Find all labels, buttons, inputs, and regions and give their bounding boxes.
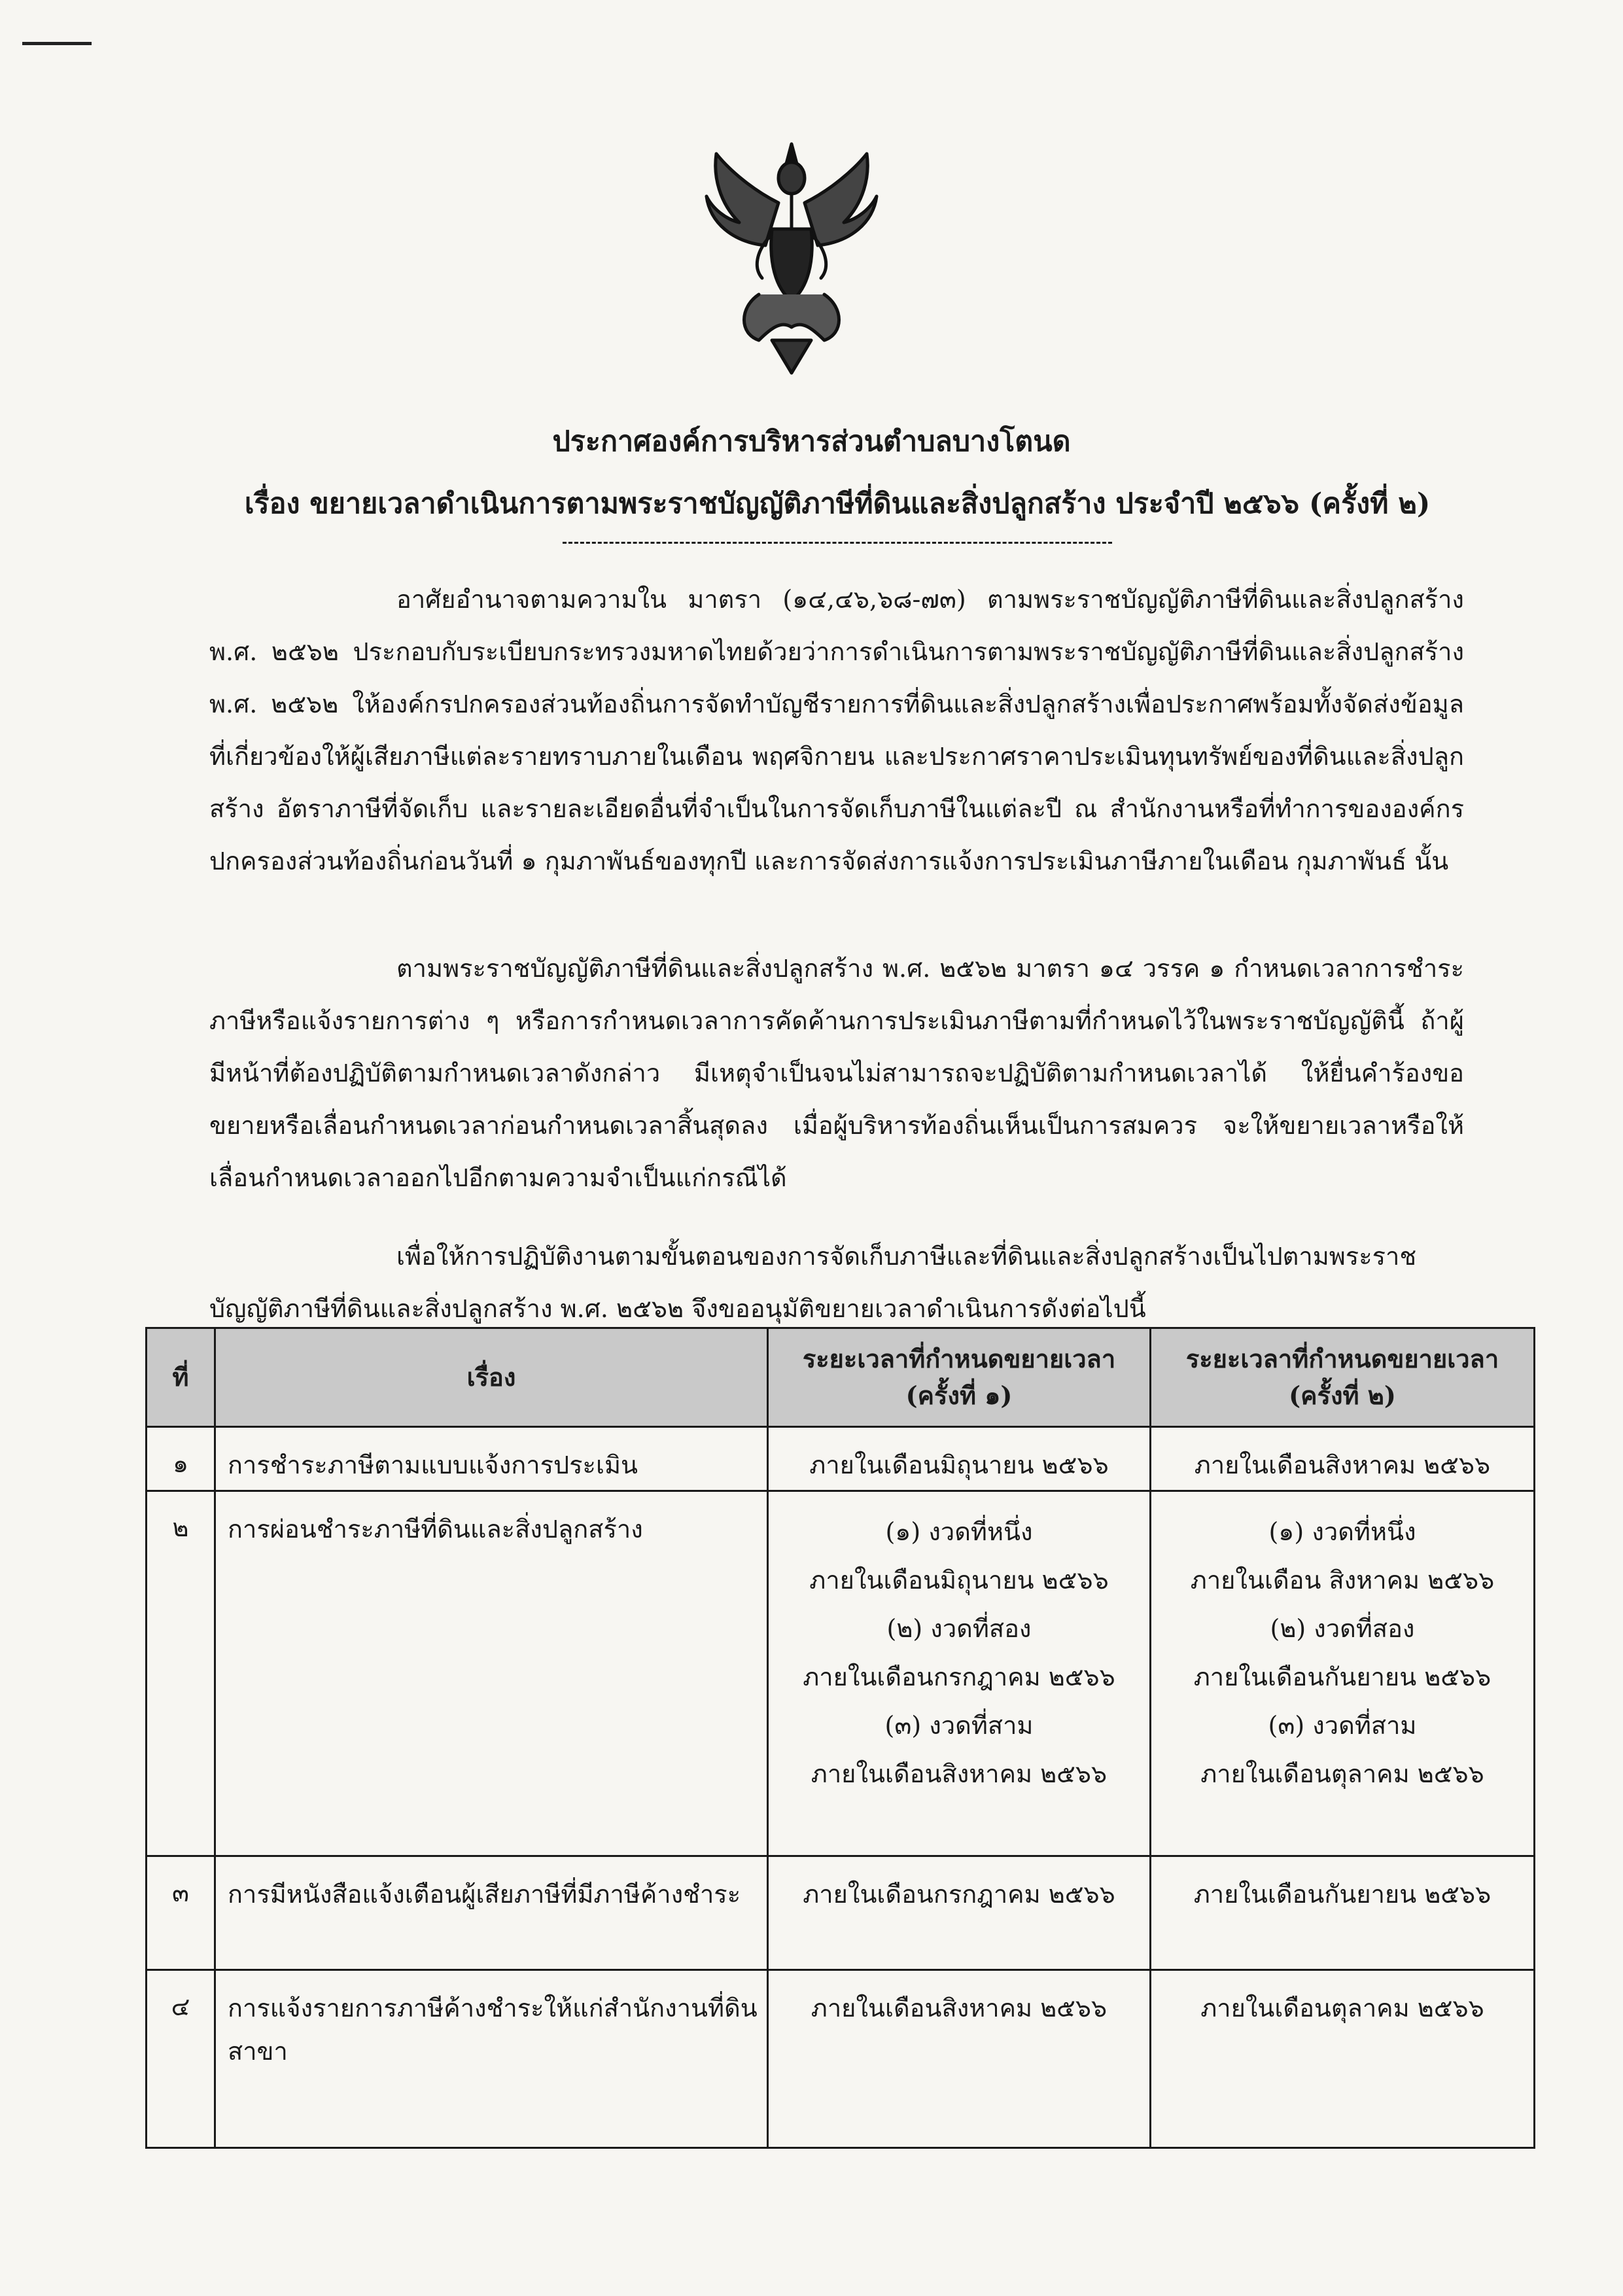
installment-label: (๒) งวดที่สอง [1270,1614,1415,1643]
row-subject: การชำระภาษีตามแบบแจ้งการประเมิน [215,1427,768,1491]
row-period-2 [1151,1491,1535,1856]
scan-mark [22,42,92,45]
table-header-row [147,1328,1535,1427]
row-period-1: ภายในเดือนสิงหาคม ๒๕๖๖ [768,1970,1151,2148]
installment-label: (๒) งวดที่สอง [886,1614,1032,1643]
row-period-2: ภายในเดือนตุลาคม ๒๕๖๖ [1151,1970,1535,2148]
row-no: ๒ [147,1491,215,1856]
header-subject: เรื่อง [215,1328,768,1427]
subject-line: เรื่อง ขยายเวลาดำเนินการตามพระราชบัญญัติภาษีที่ดินและสิ่งปลูกสร้าง ประจำปี ๒๕๖๖ (ครั้งที่ ๒) [244,487,1431,520]
installment-value: ภายในเดือนตุลาคม ๒๕๖๖ [1200,1759,1484,1788]
row-period-1: ภายในเดือนกรกฎาคม ๒๕๖๖ [768,1856,1151,1970]
installment-value: ภายในเดือน สิงหาคม ๒๕๖๖ [1190,1566,1495,1595]
page-title: ประกาศองค์การบริหารส่วนตำบลบางโตนด [552,425,1071,458]
row-period-1 [768,1491,1151,1856]
row-no: ๔ [147,1970,215,2148]
header-period-2-text: ระยะเวลาที่กำหนดขยายเวลา (ครั้งที่ ๒) [1185,1344,1499,1410]
installment-value: ภายในเดือนกันยายน ๒๕๖๖ [1193,1663,1492,1691]
installment-value: ภายในเดือนสิงหาคม ๒๕๖๖ [811,1759,1108,1788]
row-subject: การแจ้งรายการภาษีค้างชำระให้แก่สำนักงานที่ดินสาขา [215,1970,768,2148]
row-subject: การผ่อนชำระภาษีที่ดินและสิ่งปลูกสร้าง [215,1491,768,1856]
table-row [147,1427,1535,1491]
row-subject: การมีหนังสือแจ้งเตือนผู้เสียภาษีที่มีภาษีค้างชำระ [215,1856,768,1970]
installment-label: (๑) งวดที่หนึ่ง [1268,1517,1416,1546]
table-row [147,1970,1535,2148]
row-no: ๑ [147,1427,215,1491]
header-period-1-text: ระยะเวลาที่กำหนดขยายเวลา (ครั้งที่ ๑) [802,1344,1116,1410]
header-period-2 [1151,1328,1535,1427]
installment-label: (๑) งวดที่หนึ่ง [885,1517,1033,1546]
garuda-emblem-icon [693,131,890,380]
table-row [147,1856,1535,1970]
header-no: ที่ [147,1328,215,1427]
row-period-2: ภายในเดือนกันยายน ๒๕๖๖ [1151,1856,1535,1970]
installment-value: ภายในเดือนมิถุนายน ๒๕๖๖ [809,1566,1109,1595]
installment-label: (๓) งวดที่สาม [1268,1711,1417,1740]
installment-value: ภายในเดือนกรกฎาคม ๒๕๖๖ [803,1663,1115,1691]
paragraph-1: อาศัยอำนาจตามความใน มาตรา (๑๔,๔๖,๖๘-๗๓) ตามพระราชบัญญัติภาษีที่ดินและสิ่งปลูกสร้าง พ.ศ. ๒๕๖๒ ประกอบกับระเบียบกระทรวงมหาดไทยด้วยว่าการดำเนินการตามพระราชบัญญัติภาษีที่ดินและสิ่งปลูกสร้าง พ.ศ. ๒๕๖๒ ให้องค์กรปกครองส่วนท้องถิ่นการจัดทำบัญชีรายการที่ดินและสิ่งปลูกสร้างเพื่อประกาศพร้อมทั้งจัดส่งข้อมูลที่เกี่ยวข้องให้ผู้เสียภาษีแต่ละรายทราบภายในเดือน พฤศจิกายน และประกาศราคาประเมินทุนทรัพย์ของที่ดินและสิ่งปลูกสร้าง อัตราภาษีที่จัดเก็บ และรายละเอียดอื่นที่จำเป็นในการจัดเก็บภาษีในแต่ละปี ณ สำนักงานหรือที่ทำการขององค์กรปกครองส่วนท้องถิ่นก่อนวันที่ ๑ กุมภาพันธ์ของทุกปี และการจัดส่งการแจ้งการประเมินภาษีภายในเดือน กุมภาพันธ์ นั้น [209,585,1464,875]
divider [563,542,1112,544]
paragraph-3: เพื่อให้การปฏิบัติงานตามขั้นตอนของการจัดเก็บภาษีและที่ดินและสิ่งปลูกสร้างเป็นไปตามพระราชบัญญัติภาษีที่ดินและสิ่งปลูกสร้าง พ.ศ. ๒๕๖๒ จึงขออนุมัติขยายเวลาดำเนินการดังต่อไปนี้ [209,1242,1417,1323]
row-period-1: ภายในเดือนมิถุนายน ๒๕๖๖ [768,1427,1151,1491]
row-no: ๓ [147,1856,215,1970]
paragraph-2: ตามพระราชบัญญัติภาษีที่ดินและสิ่งปลูกสร้าง พ.ศ. ๒๕๖๒ มาตรา ๑๔ วรรค ๑ กำหนดเวลาการชำระภาษีหรือแจ้งรายการต่าง ๆ หรือการกำหนดเวลาการคัดค้านการประเมินภาษีตามที่กำหนดไว้ในพระราชบัญญัตินี้ ถ้าผู้มีหน้าที่ต้องปฏิบัติตามกำหนดเวลาดังกล่าว มีเหตุจำเป็นจนไม่สามารถจะปฏิบัติตามกำหนดเวลาได้ ให้ยื่นคำร้องขอขยายหรือเลื่อนกำหนดเวลาก่อนกำหนดเวลาสิ้นสุดลง เมื่อผู้บริหารท้องถิ่นเห็นเป็นการสมควร จะให้ขยายเวลาหรือให้เลื่อนกำหนดเวลาออกไปอีกตามความจำเป็นแก่กรณีได้ [209,954,1464,1192]
header-period-1 [768,1328,1151,1427]
installment-label: (๓) งวดที่สาม [884,1711,1034,1740]
extension-schedule-table [145,1327,1535,2149]
table-row [147,1491,1535,1856]
row-period-2: ภายในเดือนสิงหาคม ๒๕๖๖ [1151,1427,1535,1491]
